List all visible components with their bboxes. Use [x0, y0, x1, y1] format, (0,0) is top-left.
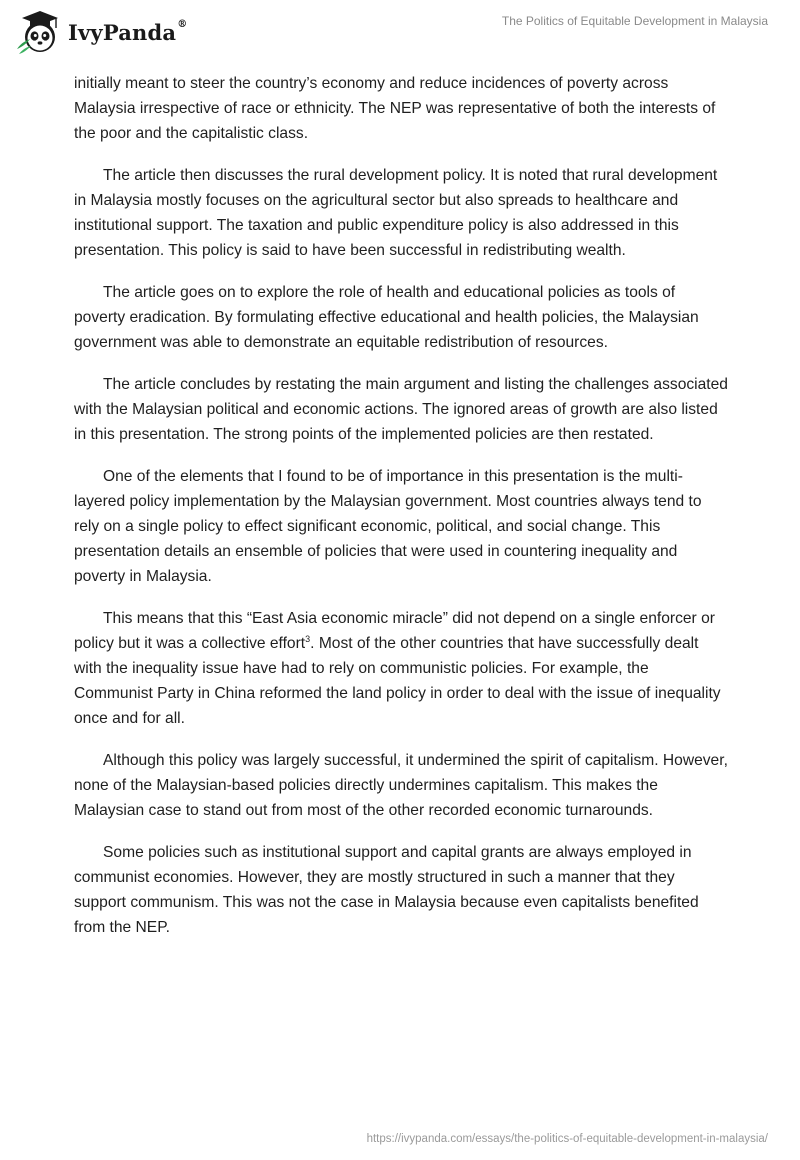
paragraph: Some policies such as institutional support and capital grants are always employed in communist economies. However, they are mostly structured in such a manner that they support communism. This was not the case in Malaysia because even capitalists benefited from the NEP.: [74, 844, 699, 936]
paragraph: One of the elements that I found to be of importance in this presentation is the multi-layered policy implementation by the Malaysian government. Most countries always tend to rely on a single policy to effect significant economic, political, and social change. This presentation details an ensemble of policies that were used in countering inequality and poverty in Malaysia.: [74, 468, 702, 585]
registered-mark: ®: [177, 18, 188, 30]
paragraph: The article concludes by restating the main argument and listing the challenges associated with the Malaysian political and economic actions. The ignored areas of growth are also listed in this presentation. The strong points of the implemented policies are then restated.: [74, 376, 728, 443]
footnote-reference[interactable]: 3: [305, 633, 311, 644]
paragraph: [74, 606, 728, 731]
brand-name-text: IvyPanda: [68, 19, 177, 45]
paragraph: Although this policy was largely successful, it undermined the spirit of capitalism. However, none of the Malaysian-based policies directly undermines capitalism. This makes the Malaysian case to stand out from most of the other recorded economic turnarounds.: [74, 752, 728, 819]
brand-name: [68, 20, 187, 45]
paragraph: initially meant to steer the country’s economy and reduce incidences of poverty across Malaysia irrespective of race or ethnicity. The NEP was representative of both the interests of the poor and the capitalistic class.: [74, 75, 716, 142]
ivypanda-logo[interactable]: [14, 9, 194, 55]
paragraph-text: . Most of the other countries that have successfully dealt with the inequality issue have had to rely on communistic policies. For example, the Communist Party in China reformed the land policy in order to deal with the issue of inequality once and for all.: [74, 635, 721, 727]
panda-graduate-icon: [14, 9, 62, 55]
essay-body: [74, 71, 728, 957]
paragraph: The article goes on to explore the role of health and educational policies as tools of poverty eradication. By formulating effective educational and health policies, the Malaysian government was able to demonstrate an equitable redistribution of resources.: [74, 284, 699, 351]
source-url[interactable]: https://ivypanda.com/essays/the-politics-of-equitable-development-in-malaysia/: [366, 1133, 768, 1145]
paragraph-text: This means that this “East Asia economic miracle” did not depend on a single enforcer or policy but it was a collective effort: [74, 610, 715, 652]
page-header: [0, 0, 800, 64]
document-title: The Politics of Equitable Development in Malaysia: [501, 14, 768, 28]
paragraph: The article then discusses the rural development policy. It is noted that rural development in Malaysia mostly focuses on the agricultural sector but also spreads to healthcare and institutional support. The taxation and public expenditure policy is also addressed in this presentation. This policy is said to have been successful in redistributing wealth.: [74, 167, 718, 259]
